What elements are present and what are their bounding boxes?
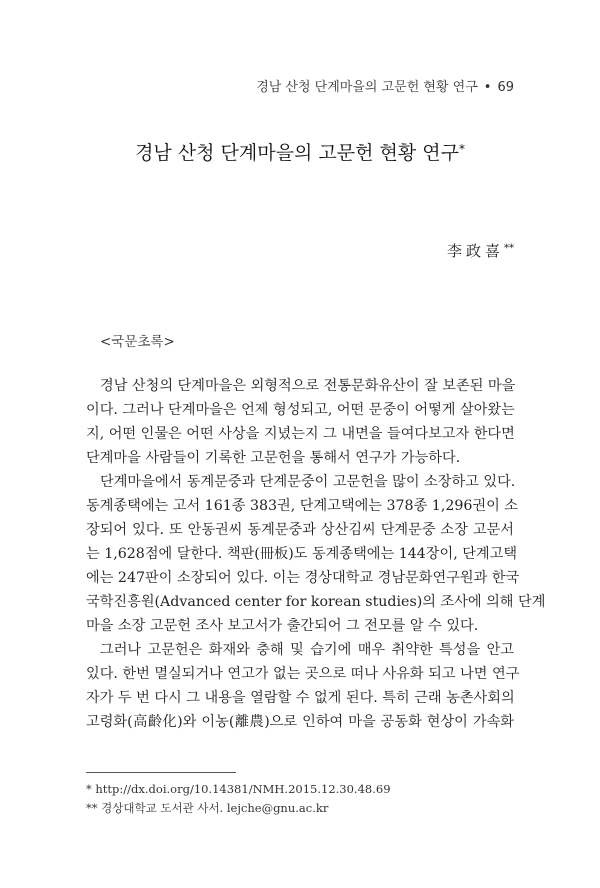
footnote-doi: * http://dx.doi.org/10.14381/NMH.2015.12.30.48.69 bbox=[86, 782, 391, 796]
title-footnote-mark: * bbox=[458, 142, 465, 156]
running-head-bullet: • bbox=[483, 80, 492, 95]
body-line: 는 1,628점에 달한다. 책판(冊板)도 동계종택에는 144장이, 단계고택 bbox=[86, 546, 518, 562]
body-line: 그러나 고문헌은 화재와 충해 및 습기에 매우 취약한 특성을 안고 bbox=[100, 642, 514, 658]
body-line: 경남 산청의 단계마을은 외형적으로 전통문화유산이 잘 보존된 마을 bbox=[100, 378, 516, 394]
body-line: 자가 두 번 다시 그 내용을 열람할 수 없게 된다. 특히 근래 농촌사회의 bbox=[86, 690, 515, 706]
author bbox=[447, 240, 514, 261]
body-line: 동계종택에는 고서 161종 383권, 단계고택에는 378종 1,296권이 소 bbox=[86, 498, 519, 514]
body-line: 마을 소장 고문헌 조사 보고서가 출간되어 그 전모를 알 수 있다. bbox=[86, 618, 479, 634]
article-title-text: 경남 산청 단계마을의 고문헌 현황 연구 bbox=[135, 142, 459, 164]
body-line: 단계마을에서 동계문중과 단계문중이 고문헌을 많이 소장하고 있다. bbox=[100, 474, 516, 490]
running-head bbox=[256, 76, 514, 95]
author-name: 李政喜 bbox=[446, 242, 504, 260]
abstract-label: <국문초록> bbox=[100, 334, 175, 350]
page-number: 69 bbox=[497, 80, 514, 95]
footnote-author-affiliation: ** 경상대학교 도서관 사서. lejche@gnu.ac.kr bbox=[86, 801, 329, 815]
body-line: 고령화(高齡化)와 이농(離農)으로 인하여 마을 공동화 현상이 가속화 bbox=[86, 714, 514, 730]
footnote-divider bbox=[86, 772, 236, 773]
body-line: 장되어 있다. 또 안동권씨 동계문중과 상산김씨 단계문중 소장 고문서 bbox=[86, 522, 514, 538]
author-footnote-mark: ** bbox=[504, 243, 514, 254]
body-line: 에는 247판이 소장되어 있다. 이는 경상대학교 경남문화연구원과 한국 bbox=[86, 570, 520, 586]
article-title bbox=[0, 138, 600, 165]
body-line: 단계마을 사람들이 기록한 고문헌을 통해서 연구가 가능하다. bbox=[86, 450, 461, 466]
body-line: 지, 어떤 인물은 어떤 사상을 지녔는지 그 내면을 들여다보고자 한다면 bbox=[86, 426, 515, 442]
body-line: 이다. 그러나 단계마을은 언제 형성되고, 어떤 문중이 어떻게 살아왔는 bbox=[86, 402, 515, 418]
body-line: 국학진흥원(Advanced center for korean studies)의 조사에 의해 단계 bbox=[86, 594, 546, 610]
body-line: 있다. 한번 멸실되거나 연고가 없는 곳으로 떠나 사유화 되고 나면 연구 bbox=[86, 666, 520, 682]
running-head-title: 경남 산청 단계마을의 고문헌 현황 연구 bbox=[256, 80, 478, 95]
